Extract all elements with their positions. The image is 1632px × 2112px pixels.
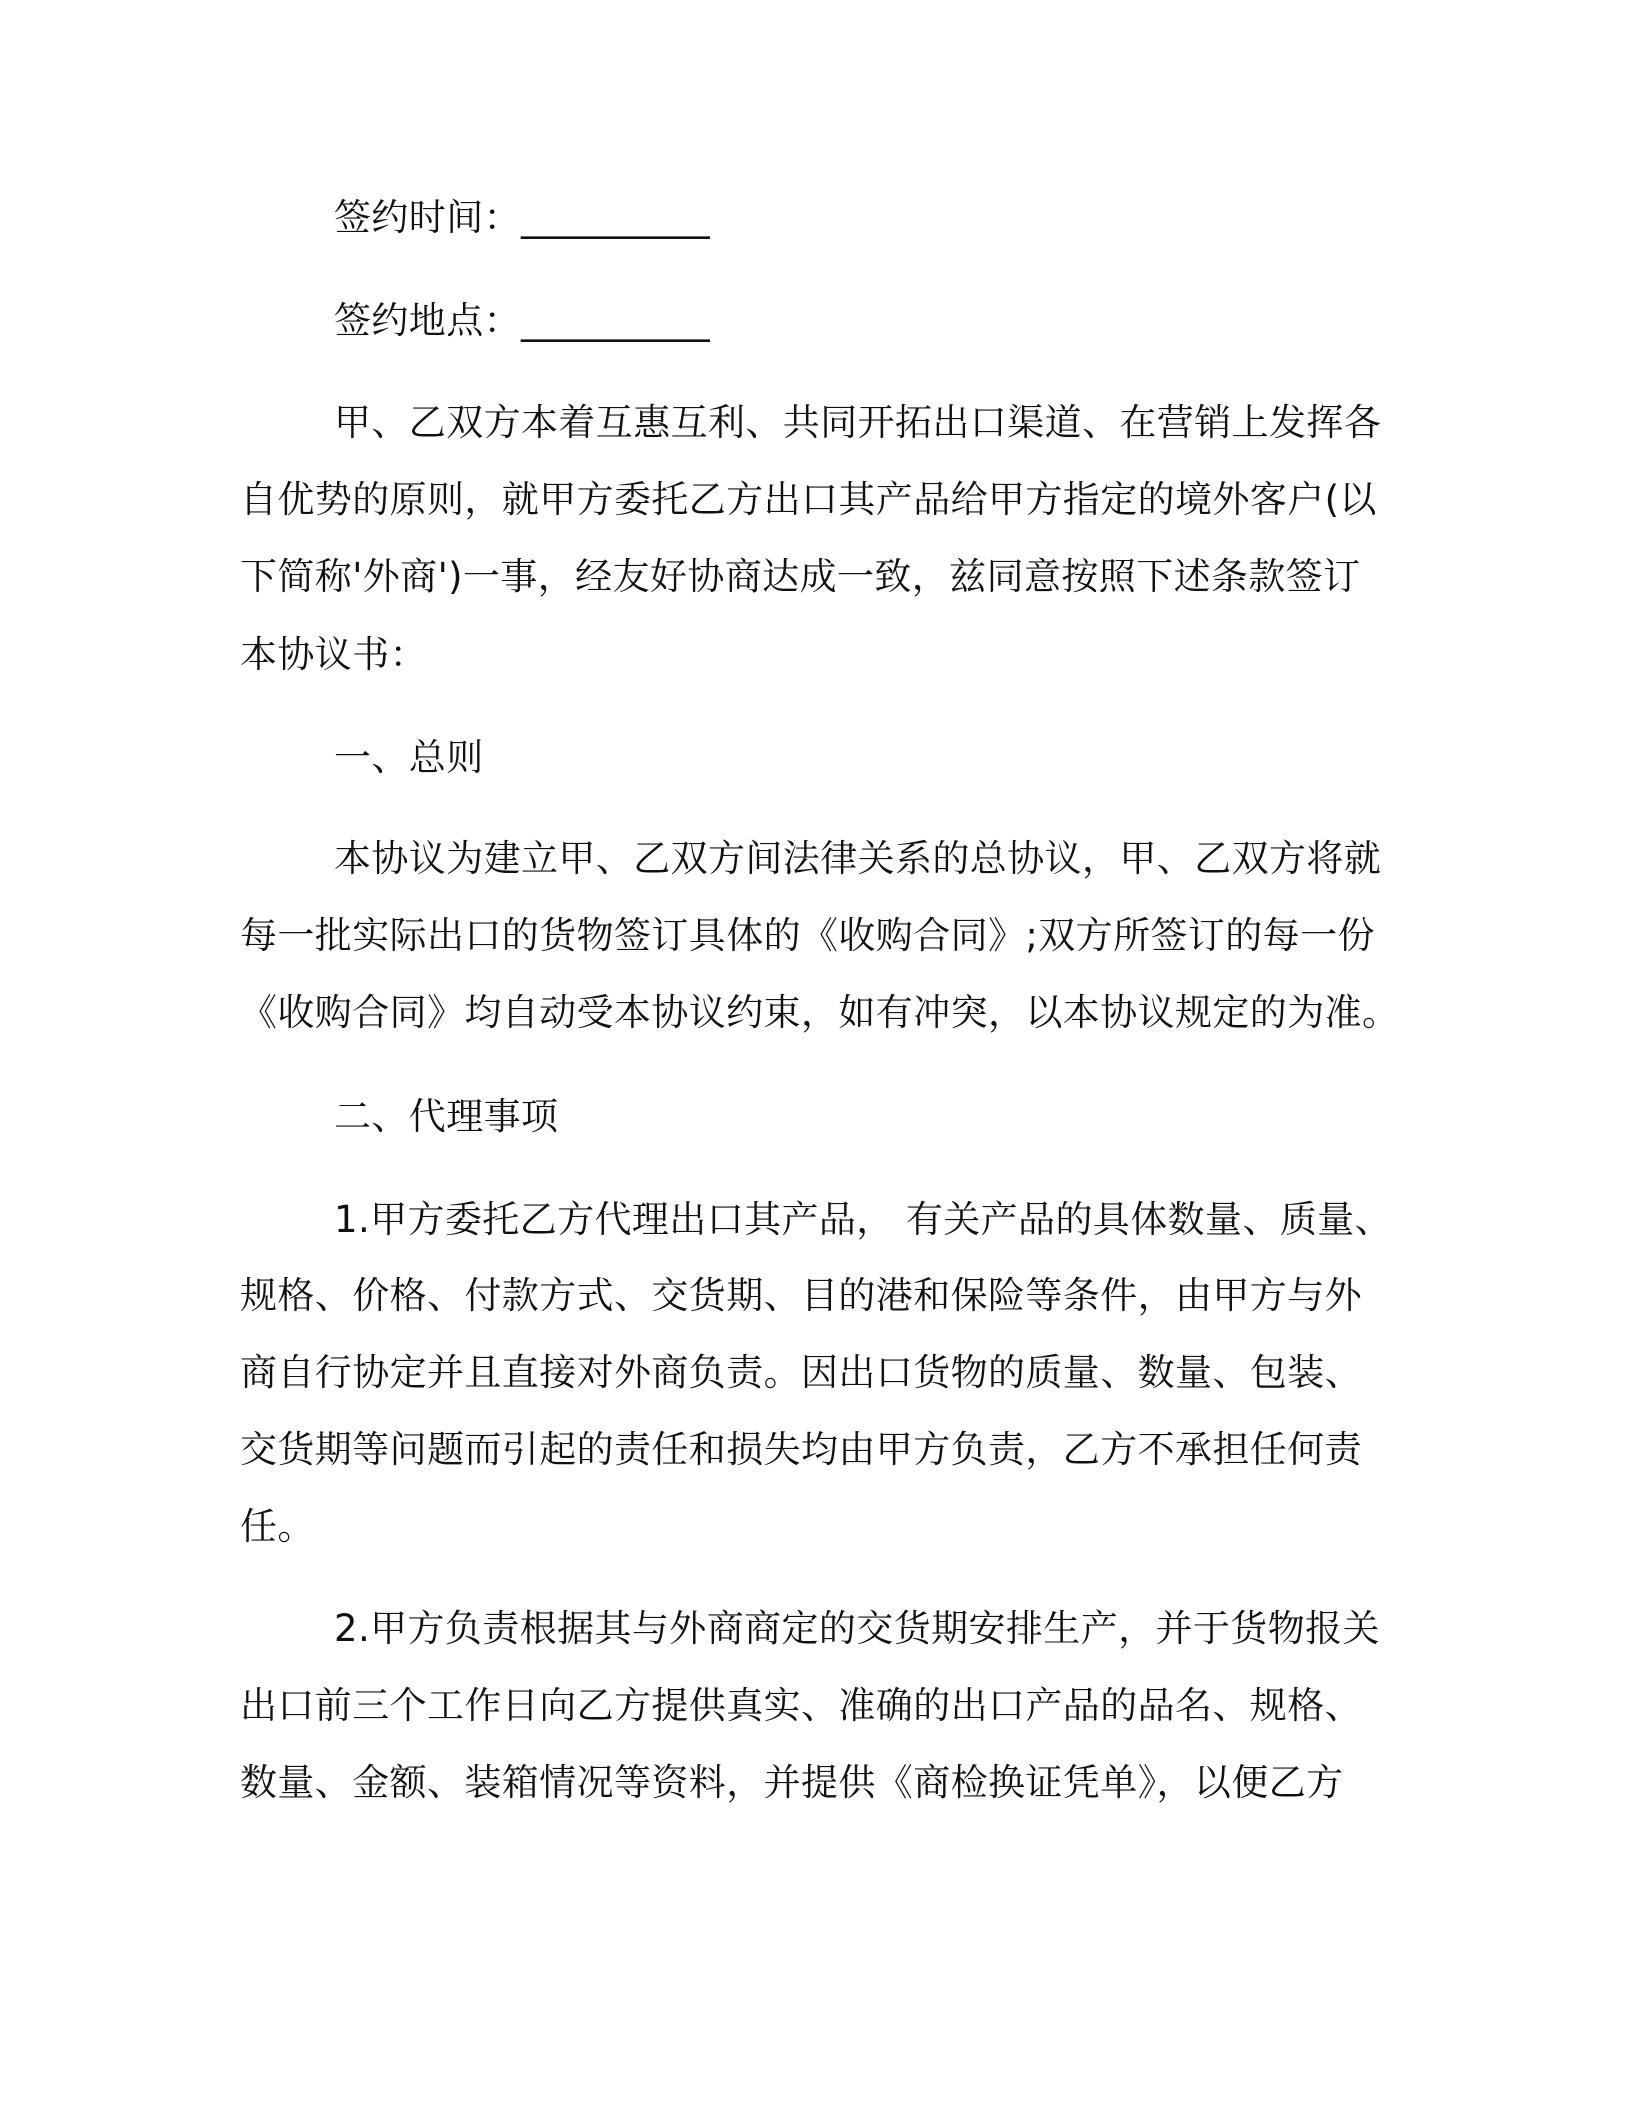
sign-place-line: 签约地点：__________ — [334, 299, 710, 342]
general-line-2: 每一批实际出口的货物签订具体的《收购合同》;双方所签订的每一份 — [240, 914, 1375, 957]
item1-line-1: 1.甲方委托乙方代理出口其产品， 有关产品的具体数量、质量、 — [334, 1198, 1393, 1241]
sign-time-line: 签约时间：__________ — [334, 196, 710, 239]
item2-line-2: 出口前三个工作日向乙方提供真实、准确的出口产品的品名、规格、 — [240, 1684, 1362, 1727]
item1-line-2: 规格、价格、付款方式、交货期、目的港和保险等条件，由甲方与外 — [240, 1274, 1362, 1317]
item1-line-3: 商自行协定并且直接对外商负责。因出口货物的质量、数量、包装、 — [240, 1351, 1362, 1394]
intro-line-1: 甲、乙双方本着互惠互利、共同开拓出口渠道、在营销上发挥各 — [334, 401, 1382, 444]
section-heading-general: 一、总则 — [334, 736, 484, 779]
general-line-3: 《收购合同》均自动受本协议约束，如有冲突，以本协议规定的为准。 — [240, 991, 1400, 1034]
item2-line-1: 2.甲方负责根据其与外商商定的交货期安排生产，并于货物报关 — [334, 1607, 1380, 1650]
item1-line-5: 任。 — [240, 1505, 315, 1548]
item2-line-3: 数量、金额、装箱情况等资料，并提供《商检换证凭单》，以便乙方 — [240, 1761, 1344, 1804]
intro-line-4: 本协议书： — [240, 633, 427, 676]
general-line-1: 本协议为建立甲、乙双方间法律关系的总协议，甲、乙双方将就 — [334, 837, 1382, 880]
item1-line-4: 交货期等问题而引起的责任和损失均由甲方负责，乙方不承担任何责 — [240, 1428, 1362, 1471]
section-heading-agency: 二、代理事项 — [334, 1095, 559, 1138]
intro-line-2: 自优势的原则，就甲方委托乙方出口其产品给甲方指定的境外客户(以 — [240, 478, 1377, 521]
intro-line-3: 下简称'外商')一事，经友好协商达成一致，兹同意按照下述条款签订 — [240, 555, 1361, 598]
